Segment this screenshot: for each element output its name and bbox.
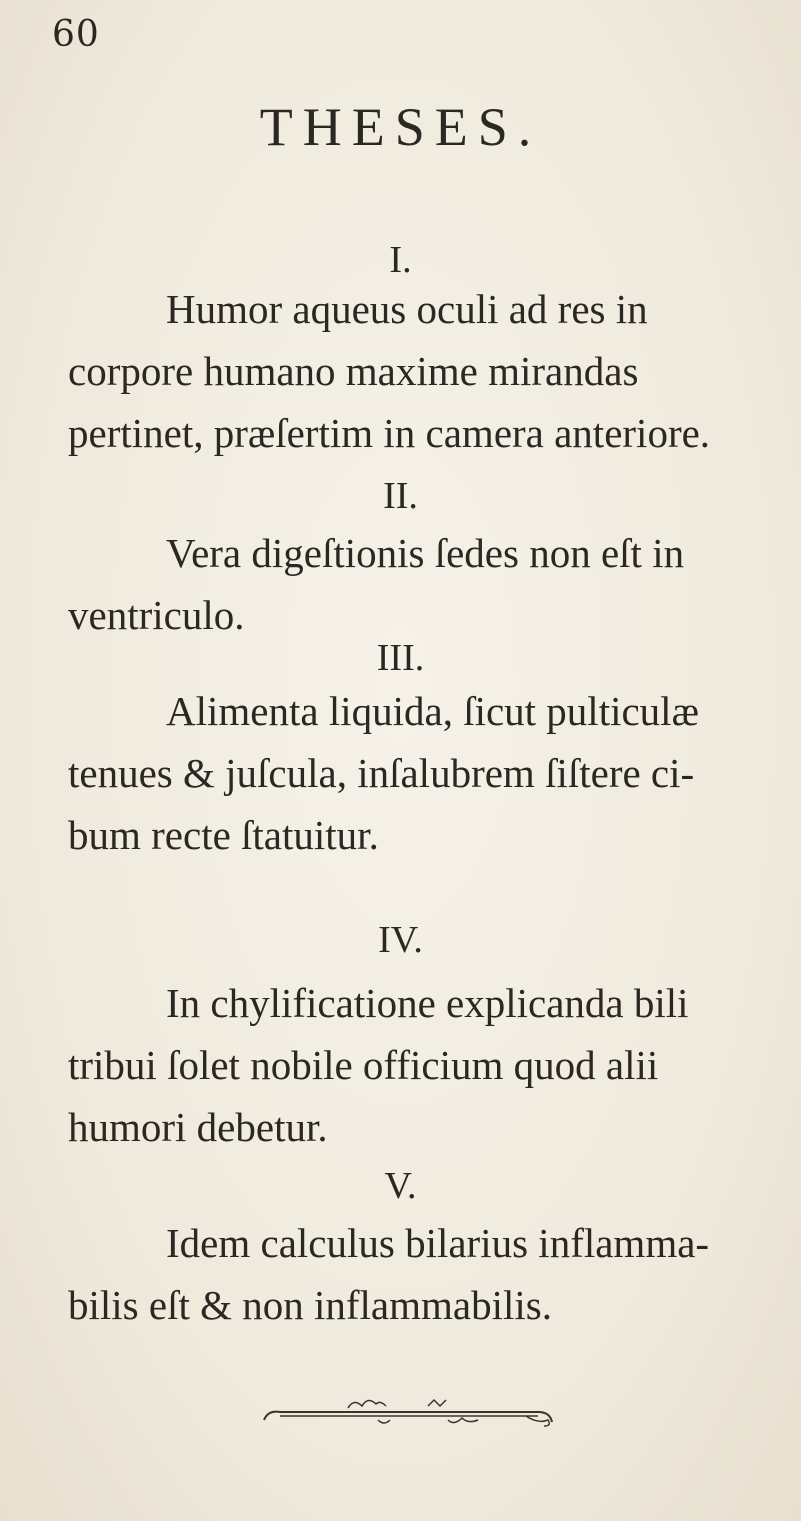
thesis-text	[68, 972, 788, 1158]
page-title: THESES.	[259, 97, 542, 157]
thesis-numeral: IV.	[378, 919, 423, 961]
thesis-numeral: II.	[383, 475, 418, 517]
text-line: humori debetur.	[68, 1104, 328, 1150]
text-line: tribui ſolet nobile officium quod alii	[68, 1042, 659, 1088]
tailpiece-ornament-icon	[258, 1390, 558, 1428]
thesis-text	[68, 278, 788, 464]
text-line: bum recte ſtatuitur.	[68, 812, 379, 858]
text-line: In chylificatione explicanda bili	[166, 980, 689, 1026]
thesis-text	[68, 680, 788, 866]
thesis-numeral: III.	[376, 637, 425, 679]
text-line: bilis eſt & non inflammabilis.	[68, 1282, 552, 1328]
thesis-text	[68, 522, 788, 646]
text-line: Humor aqueus oculi ad res in	[166, 286, 648, 332]
text-line: Alimenta liquida, ſicut pulticulæ	[166, 688, 699, 734]
text-line: corpore humano maxime mirandas	[68, 348, 639, 394]
thesis-numeral: V.	[384, 1165, 417, 1207]
thesis-numeral: I.	[389, 239, 412, 281]
page-number: 60	[52, 14, 100, 55]
text-line: Vera digeſtionis ſedes non eſt in	[166, 530, 685, 576]
text-line: tenues & juſcula, inſalubrem ſiſtere ci-	[68, 750, 695, 796]
text-line: Idem calculus bilarius inflamma-	[166, 1220, 710, 1266]
thesis-text	[68, 1212, 788, 1336]
text-line: ventriculo.	[68, 592, 245, 638]
text-line: pertinet, præſertim in camera anteriore.	[68, 410, 711, 456]
